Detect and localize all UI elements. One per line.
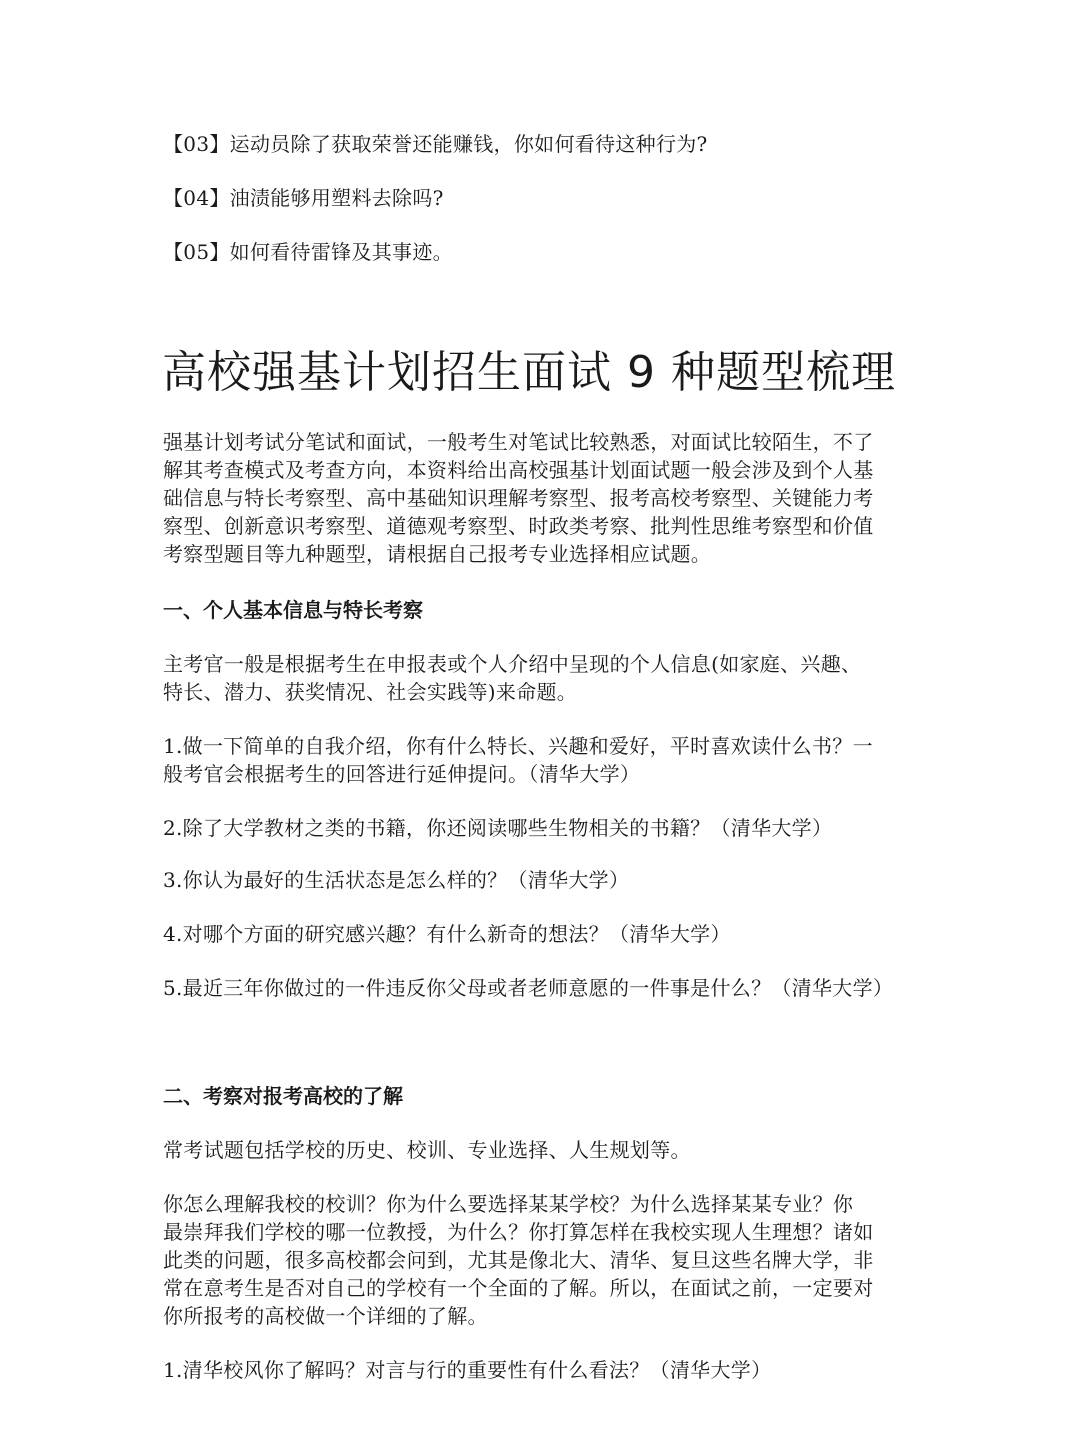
intro-line-1: 强基计划考试分笔试和面试，一般考生对笔试比较熟悉，对面试比较陌生，不了 [163, 430, 874, 454]
intro-line-2: 解其考查模式及考查方向，本资料给出高校强基计划面试题一般会涉及到个人基 [163, 458, 874, 482]
intro-line-4: 察型、创新意识考察型、道德观考察型、时政类考察、批判性思维考察型和价值 [163, 514, 874, 538]
section2-para-line-4: 常在意考生是否对自己的学校有一个全面的了解。所以，在面试之前，一定要对 [163, 1276, 874, 1300]
section1-q1-line-1: 1.做一下简单的自我介绍，你有什么特长、兴趣和爱好，平时喜欢读什么书？一 [163, 734, 873, 758]
page-title: 高校强基计划招生面试 9 种题型梳理 [162, 347, 896, 398]
question-03: 【03】运动员除了获取荣誉还能赚钱，你如何看待这种行为? [163, 132, 708, 156]
intro-line-5: 考察型题目等九种题型，请根据自己报考专业选择相应试题。 [163, 542, 712, 566]
section1-q2: 2.除了大学教材之类的书籍，你还阅读哪些生物相关的书籍？（清华大学） [163, 816, 833, 840]
section1-q4: 4.对哪个方面的研究感兴趣？有什么新奇的想法？（清华大学） [163, 922, 731, 946]
section1-heading: 一、个人基本信息与特长考察 [163, 598, 423, 622]
section1-q5: 5.最近三年你做过的一件违反你父母或者老师意愿的一件事是什么？（清华大学） [163, 976, 894, 1000]
section1-desc-line-1: 主考官一般是根据考生在申报表或个人介绍中呈现的个人信息(如家庭、兴趣、 [163, 652, 862, 676]
intro-line-3: 础信息与特长考察型、高中基础知识理解考察型、报考高校考察型、关键能力考 [163, 486, 874, 510]
section2-para-line-5: 你所报考的高校做一个详细的了解。 [163, 1304, 488, 1328]
section2-para-line-3: 此类的问题，很多高校都会问到，尤其是像北大、清华、复旦这些名牌大学，非 [163, 1248, 874, 1272]
question-05: 【05】如何看待雷锋及其事迹。 [163, 240, 453, 264]
section2-heading: 二、考察对报考高校的了解 [163, 1084, 403, 1108]
section1-q3: 3.你认为最好的生活状态是怎么样的？（清华大学） [163, 868, 630, 892]
section2-q1: 1.清华校风你了解吗？对言与行的重要性有什么看法？（清华大学） [163, 1358, 772, 1382]
section2-desc: 常考试题包括学校的历史、校训、专业选择、人生规划等。 [163, 1138, 691, 1162]
section2-para-line-1: 你怎么理解我校的校训？你为什么要选择某某学校？为什么选择某某专业？你 [163, 1192, 854, 1216]
section2-para-line-2: 最崇拜我们学校的哪一位教授，为什么？你打算怎样在我校实现人生理想？诸如 [163, 1220, 874, 1244]
question-04: 【04】油渍能够用塑料去除吗? [163, 186, 444, 210]
section1-q1-line-2: 般考官会根据考生的回答进行延伸提问。（清华大学） [163, 762, 641, 786]
section1-desc-line-2: 特长、潜力、获奖情况、社会实践等)来命题。 [163, 680, 578, 704]
